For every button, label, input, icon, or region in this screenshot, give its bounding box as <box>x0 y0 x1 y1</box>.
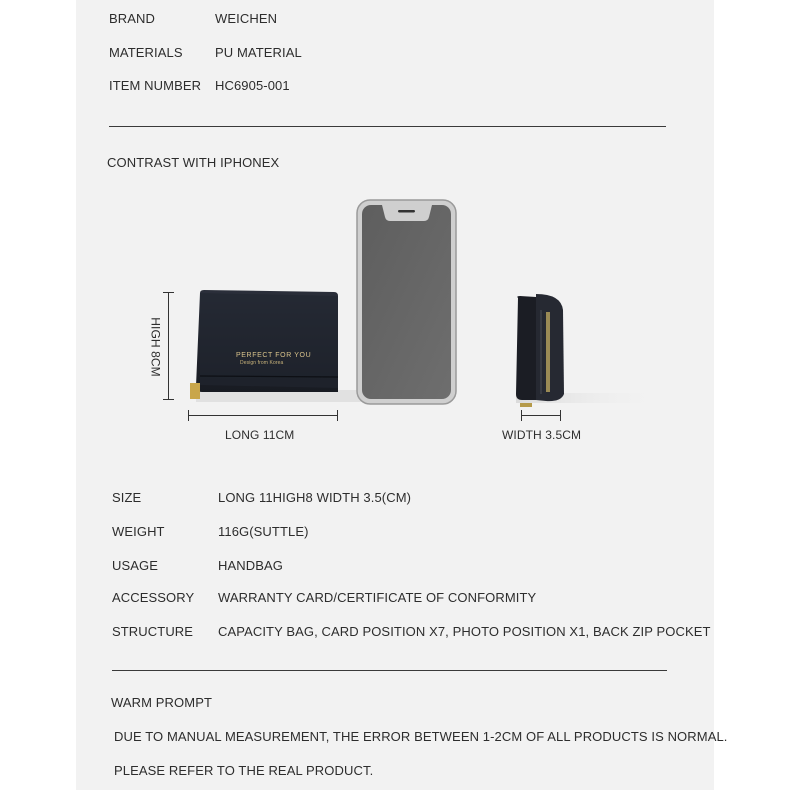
divider-top <box>109 126 666 127</box>
length-dimension-line <box>188 415 338 416</box>
detail-label-usage: USAGE <box>112 558 159 573</box>
divider-bottom <box>112 670 667 671</box>
warm-prompt-heading: WARM PROMPT <box>111 695 212 710</box>
comparison-graphic <box>76 180 714 450</box>
wallet-side <box>516 294 564 407</box>
warm-prompt-line-1: DUE TO MANUAL MEASUREMENT, THE ERROR BETWEEN 1-2CM OF ALL PRODUCTS IS NORMAL. <box>114 729 728 744</box>
length-dimension-cap-left <box>188 410 189 421</box>
height-dimension-cap-bottom <box>163 399 174 400</box>
wallet-imprint-subtitle: Design from Korea <box>240 360 284 366</box>
detail-value-weight: 116G(SUTTLE) <box>218 524 309 539</box>
detail-label-size: SIZE <box>112 490 142 505</box>
length-label: LONG 11CM <box>225 428 295 442</box>
wallet-front <box>190 290 338 399</box>
detail-label-accessory: ACCESSORY <box>112 590 195 605</box>
spec-label-item-number: ITEM NUMBER <box>109 78 202 93</box>
size-comparison-illustration <box>76 180 714 450</box>
detail-label-structure: STRUCTURE <box>112 624 194 639</box>
wallet-imprint-title: PERFECT FOR YOU <box>236 352 312 359</box>
zipper-pull <box>190 383 200 399</box>
width-dimension-cap-left <box>521 410 522 421</box>
height-dimension-line <box>168 292 169 400</box>
comparison-heading: CONTRAST WITH IPHONEX <box>107 155 280 170</box>
detail-value-usage: HANDBAG <box>218 558 283 573</box>
spec-value-item-number: HC6905-001 <box>215 78 290 93</box>
detail-value-structure: CAPACITY BAG, CARD POSITION X7, PHOTO POSITION X1, BACK ZIP POCKET <box>218 624 711 639</box>
width-dimension-line <box>521 415 561 416</box>
warm-prompt-line-2: PLEASE REFER TO THE REAL PRODUCT. <box>114 763 374 778</box>
height-label: HIGH 8CM <box>148 317 163 377</box>
spec-value-materials: PU MATERIAL <box>215 45 302 60</box>
iphonex <box>357 200 456 404</box>
detail-label-weight: WEIGHT <box>112 524 165 539</box>
spec-label-brand: BRAND <box>109 11 156 26</box>
length-dimension-cap-right <box>337 410 338 421</box>
width-dimension-cap-right <box>560 410 561 421</box>
spec-label-materials: MATERIALS <box>109 45 183 60</box>
width-label: WIDTH 3.5CM <box>502 428 582 442</box>
detail-value-size: LONG 11HIGH8 WIDTH 3.5(CM) <box>218 490 412 505</box>
height-dimension-cap-top <box>163 292 174 293</box>
spec-value-brand: WEICHEN <box>215 11 278 26</box>
detail-value-accessory: WARRANTY CARD/CERTIFICATE OF CONFORMITY <box>218 590 537 605</box>
product-detail-panel <box>76 0 728 790</box>
